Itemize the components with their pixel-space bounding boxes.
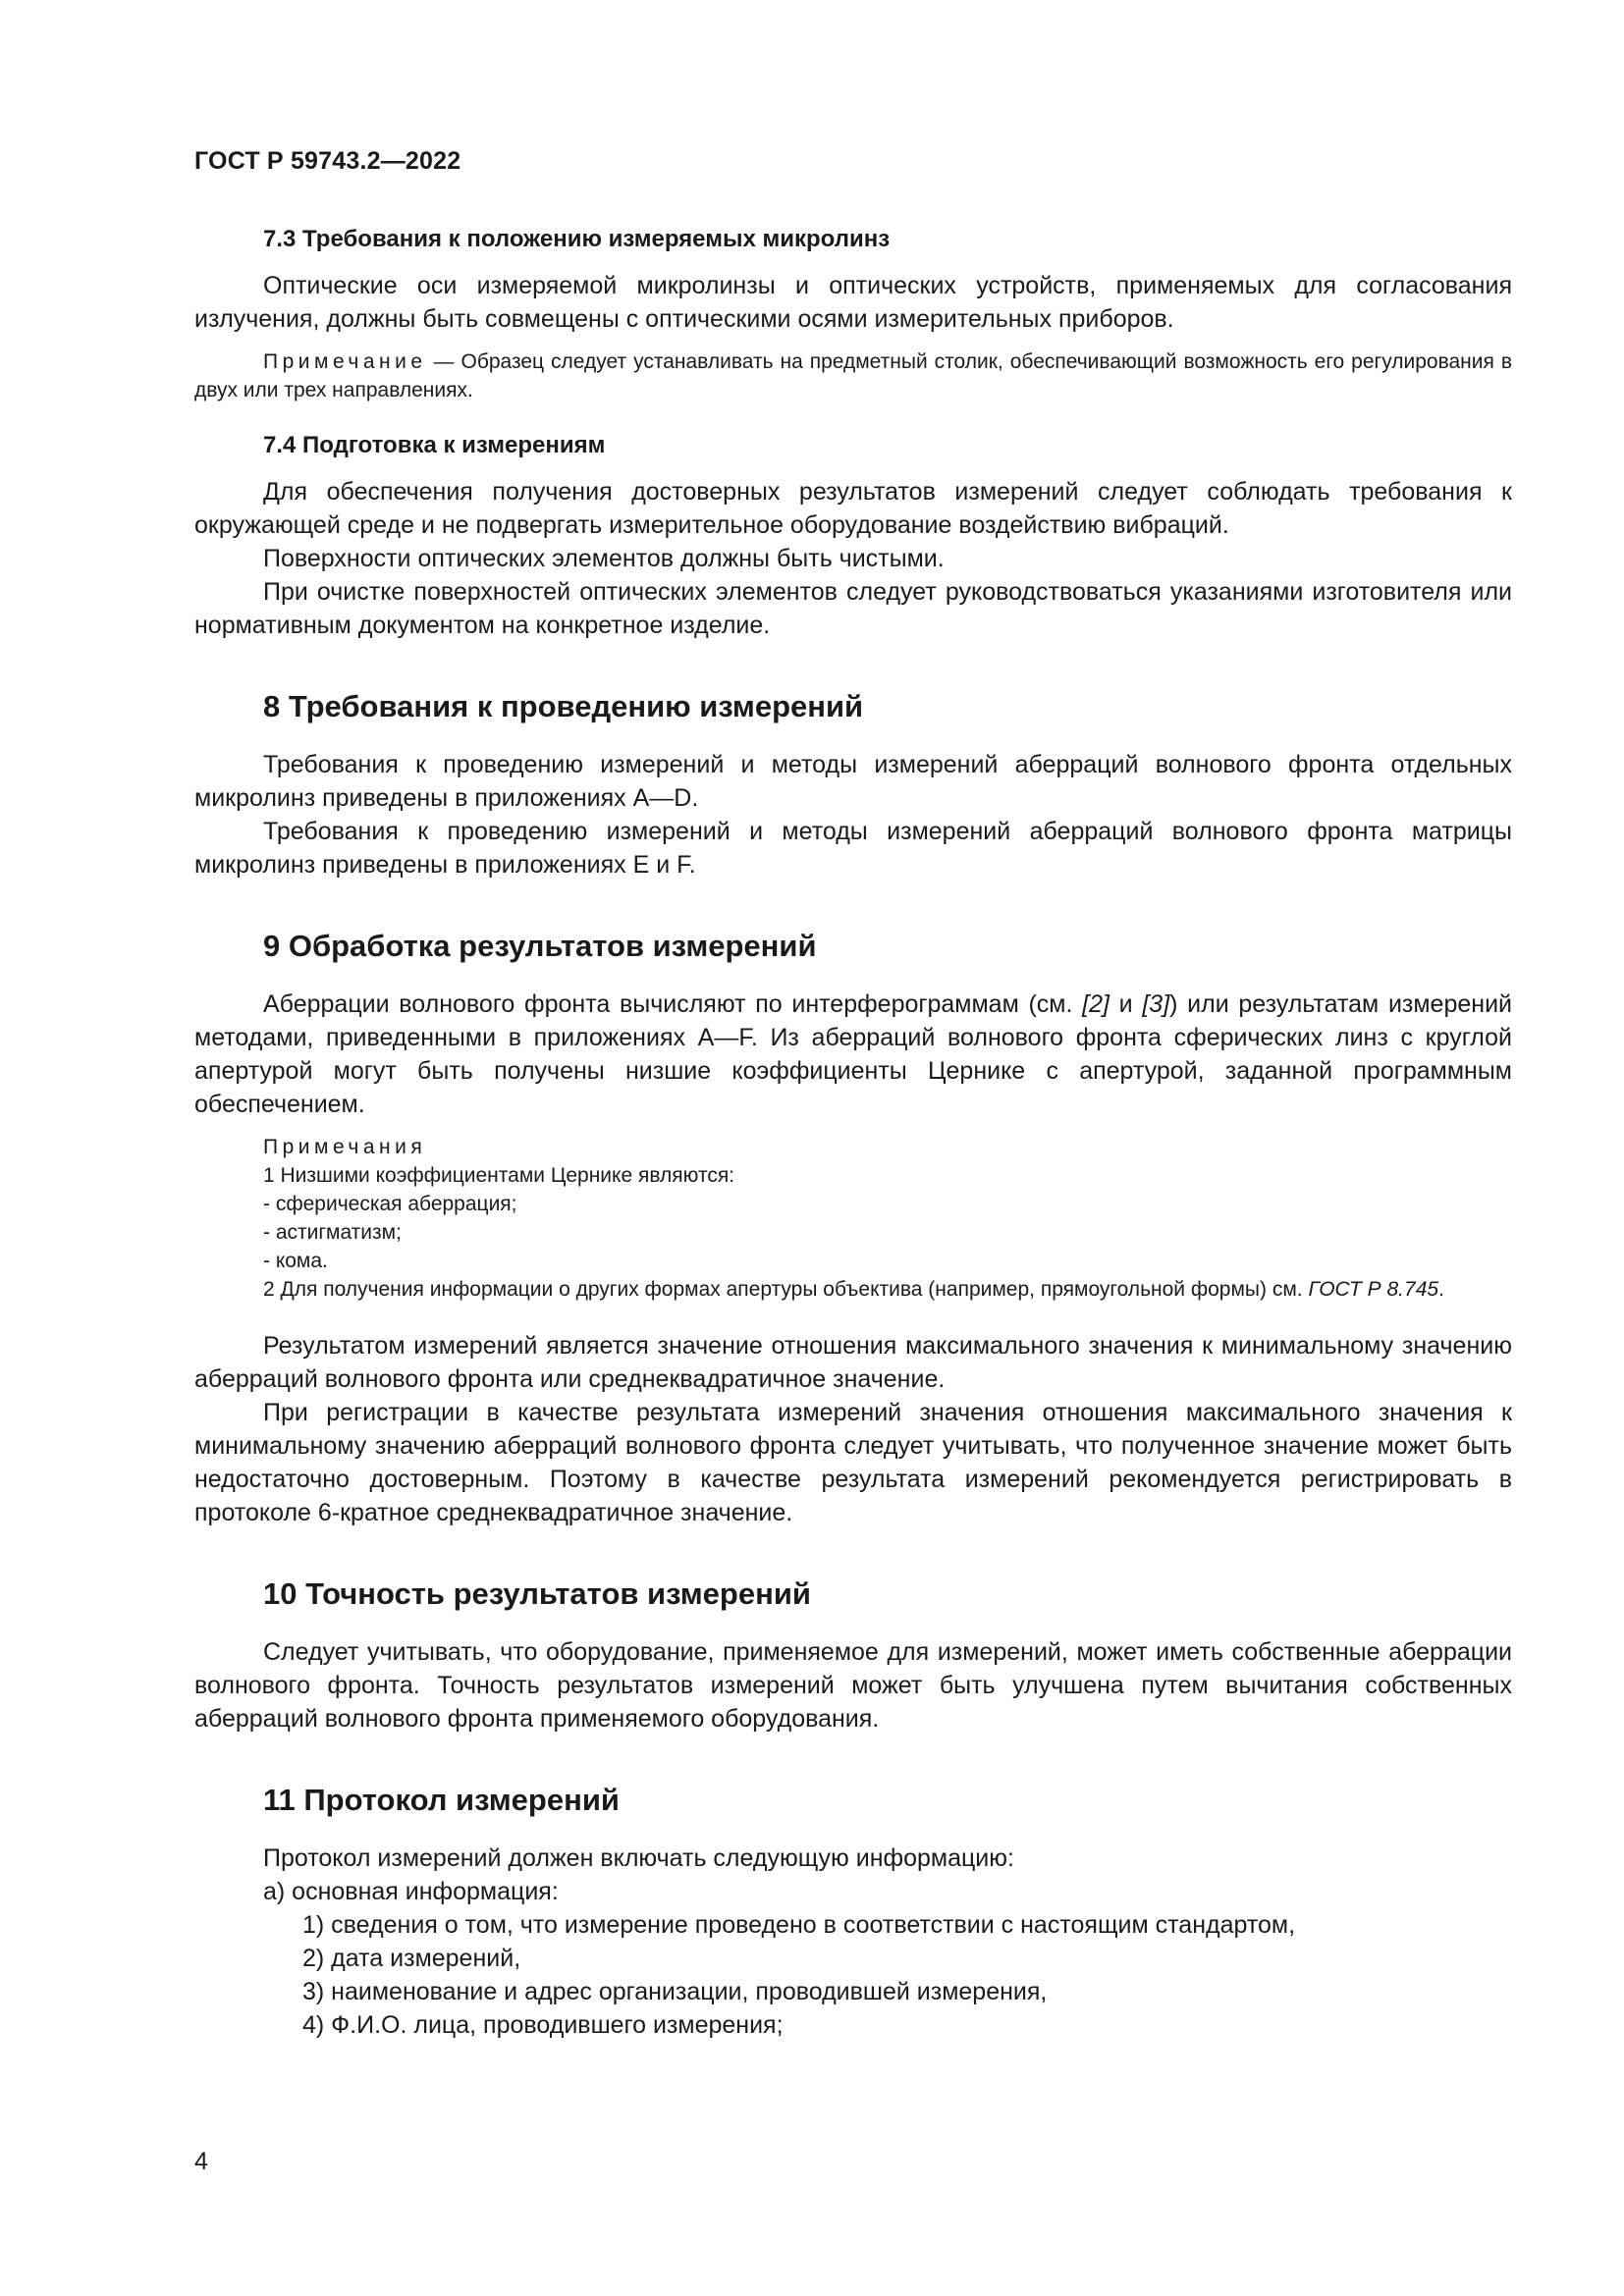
note-1-item-3: - кома. — [263, 1250, 328, 1272]
subsection-7-4-paragraph-2: Поверхности оптических элементов должны быть чистыми. — [263, 545, 945, 572]
note-2-text: 2 Для получения информации о других формах апертуры объектива (например, прямоугольной формы) см. — [263, 1278, 1303, 1301]
note-1-item-2: - астигматизм; — [263, 1221, 402, 1244]
reference-2: [2] — [1082, 990, 1110, 1018]
text-segment: и — [1109, 990, 1143, 1018]
section-10-paragraph-1: Следует учитывать, что оборудование, применяемое для измерений, может иметь собственные аберрации волнового фронта. Точность результатов измерений может быть улучшена путем вычитания собственных аберраций волнового фронта применяемого оборудования. — [194, 1638, 1512, 1733]
section-8-paragraph-1: Требования к проведению измерений и методы измерений аберраций волнового фронта отдельных микролинз приведены в приложениях A—D. — [194, 751, 1512, 812]
reference-3: [3] — [1142, 990, 1170, 1018]
section-10-title: 10 Точность результатов измерений — [263, 1576, 811, 1611]
section-11-subitem-3: 3) наименование и адрес организации, проводившей измерения, — [302, 1978, 1048, 2005]
section-11-title: 11 Протокол измерений — [263, 1783, 620, 1817]
section-11-subitem-1: 1) сведения о том, что измерение проведено в соответствии с настоящим стандартом, — [302, 1911, 1296, 1939]
subsection-7-3-paragraph: Оптические оси измеряемой микролинзы и оптических устройств, применяемых для согласования излучения, должны быть совмещены с оптическими осями измерительных приборов. — [194, 272, 1512, 333]
section-9-paragraph-2: Результатом измерений является значение отношения максимального значения к минимальному значению аберраций волнового фронта или среднеквадратичное значение. — [194, 1332, 1512, 1393]
subsection-7-4-title: 7.4 Подготовка к измерениям — [263, 432, 606, 458]
note-2 — [194, 1275, 1512, 1304]
subsection-7-3-title: 7.3 Требования к положению измеряемых микролинз — [263, 226, 891, 252]
text-segment: Аберрации волнового фронта вычисляют по интерферограммам (см. — [263, 990, 1083, 1018]
section-11-paragraph-1: Протокол измерений должен включать следующую информацию: — [263, 1844, 1014, 1872]
document-code-header: ГОСТ Р 59743.2—2022 — [194, 147, 461, 175]
note-2-end: . — [1438, 1278, 1444, 1301]
section-9-paragraph-1 — [194, 988, 1512, 1121]
notes-label-text: Примечания — [263, 1136, 427, 1158]
note-1-item-1: - сферическая аберрация; — [263, 1193, 517, 1215]
document-body — [194, 224, 1512, 2042]
note-2-reference: ГОСТ Р 8.745 — [1308, 1278, 1439, 1301]
subsection-7-4-paragraph-1: Для обеспечения получения достоверных результатов измерений следует соблюдать требования к окружающей среде и не подвергать измерительное оборудование воздействию вибраций. — [194, 478, 1512, 539]
section-11-subitem-2: 2) дата измерений, — [302, 1945, 521, 1972]
note-label: Примечание — [263, 350, 427, 373]
section-8-title: 8 Требования к проведению измерений — [263, 689, 864, 723]
page-number: 4 — [194, 2148, 208, 2175]
section-9-paragraph-3: При регистрации в качестве результата измерений значения отношения максимального значения к минимальному значению аберраций волнового фронта следует учитывать, что полученное значение может быть недостаточно достоверным. Поэтому в качестве результата измерений рекомендуется регистрировать в протоколе 6-кратное среднеквадратичное значение. — [194, 1399, 1512, 1526]
note-text: — Образец следует устанавливать на предметный столик, обеспечивающий возможность его регулирования в двух или трех направлениях. — [194, 350, 1512, 401]
note-1: 1 Низшими коэффициентами Цернике являются: — [263, 1164, 735, 1187]
section-9-title: 9 Обработка результатов измерений — [263, 929, 817, 963]
text-segment: ) или результатам измерений методами, приведенными в приложениях A—F. Из аберраций волнового фронта сферических линз с круглой апертурой могут быть получены низшие коэффициенты Цернике с апертурой, заданной программным обеспечением. — [194, 990, 1513, 1118]
section-8-paragraph-2: Требования к проведению измерений и методы измерений аберраций волнового фронта матрицы микролинз приведены в приложениях E и F. — [194, 818, 1512, 879]
section-11-item-a: а) основная информация: — [263, 1878, 559, 1905]
section-11-subitem-4: 4) Ф.И.О. лица, проводившего измерения; — [302, 2011, 784, 2039]
subsection-7-3-note — [194, 347, 1512, 404]
notes-label — [194, 1133, 1512, 1161]
subsection-7-4-paragraph-3: При очистке поверхностей оптических элементов следует руководствоваться указаниями изготовителя или нормативным документом на конкретное изделие. — [194, 578, 1512, 639]
